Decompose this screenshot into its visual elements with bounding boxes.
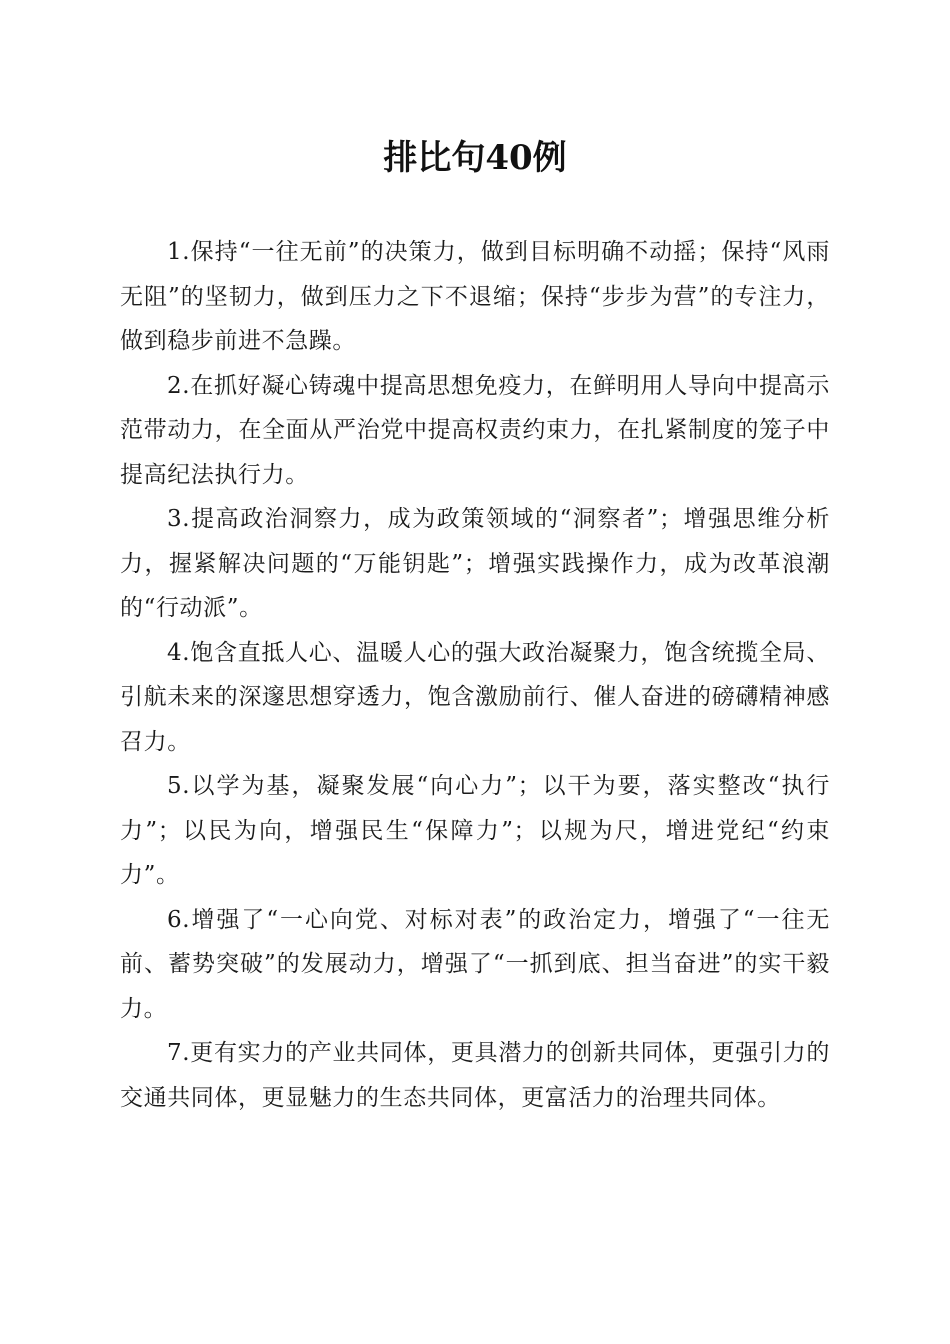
paragraph-3: 3.提高政治洞察力，成为政策领域的“洞察者”；增强思维分析力，握紧解决问题的“万能钥匙”；增强实践操作力，成为改革浪潮的“行动派”。 bbox=[120, 506, 830, 621]
paragraph-1: 1.保持“一往无前”的决策力，做到目标明确不动摇；保持“风雨无阻”的坚韧力，做到压力之下不退缩；保持“步步为营”的专注力，做到稳步前进不急躁。 bbox=[120, 239, 830, 354]
paragraph-5: 5.以学为基，凝聚发展“向心力”；以干为要，落实整改“执行力”；以民为向，增强民生“保障力”；以规为尺，增进党纪“约束力”。 bbox=[120, 773, 830, 888]
paragraph-4: 4.饱含直抵人心、温暖人心的强大政治凝聚力，饱含统揽全局、引航未来的深邃思想穿透力，饱含激励前行、催人奋进的磅礴精神感召力。 bbox=[120, 639, 830, 755]
document-title: 排比句40例 bbox=[383, 138, 567, 178]
paragraph-7: 7.更有实力的产业共同体，更具潜力的创新共同体，更强引力的交通共同体，更显魅力的生态共同体，更富活力的治理共同体。 bbox=[120, 1040, 830, 1111]
paragraph-2: 2.在抓好凝心铸魂中提高思想免疫力，在鲜明用人导向中提高示范带动力，在全面从严治党中提高权责约束力，在扎紧制度的笼子中提高纪法执行力。 bbox=[120, 372, 830, 488]
document-body bbox=[120, 230, 830, 1120]
paragraph-6: 6.增强了“一心向党、对标对表”的政治定力，增强了“一往无前、蓄势突破”的发展动力，增强了“一抓到底、担当奋进”的实干毅力。 bbox=[120, 906, 830, 1022]
